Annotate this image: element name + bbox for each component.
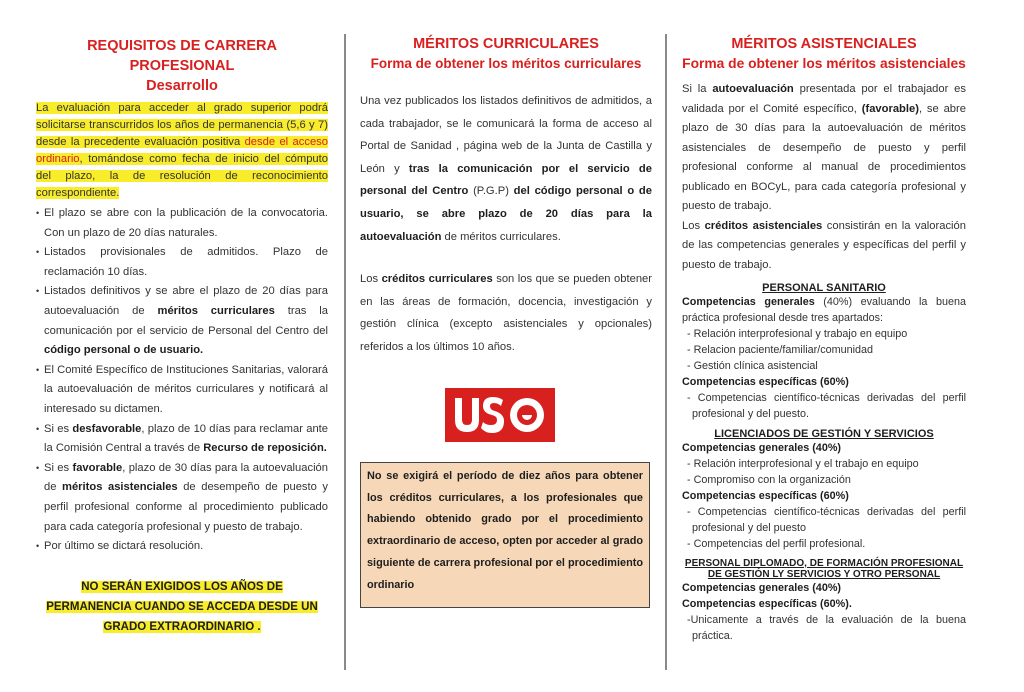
col2-paragraph-1 xyxy=(360,90,652,248)
col2-p1e: de méritos curriculares. xyxy=(441,230,561,243)
col1-b3d: código personal o de usuario. xyxy=(44,344,204,357)
col1-intro-a: La evaluación para acceder al grado superior podrá solicitarse transcurridos los años de permanencia (5,6 y 7) desde la precedente evaluación positiva xyxy=(36,102,328,148)
column-requisitos xyxy=(36,0,328,692)
uso-logo-text xyxy=(555,388,556,389)
col1-b6b: favorable xyxy=(72,461,123,474)
col2-title: MÉRITOS CURRICULARES xyxy=(413,36,599,52)
col1-b6e: de desempeño de puesto y perfil profesional conforme al procedimiento publicado para cada categoría profesional y puesto de trabajo. xyxy=(44,481,328,533)
col1-bullet-1: • El plazo se abre con la publicación de la convocatoria. Con un plazo de 20 días naturales. xyxy=(36,204,328,243)
col3-p2c: consistirán en la valoración de las competencias generales y específicas del perfil y puesto de trabajo. xyxy=(682,219,966,271)
uso-logo-graphic xyxy=(445,388,555,442)
col1-intro-red: desde el acceso ordinario xyxy=(36,136,329,165)
col1-intro-b: , tomándose como fecha de inicio del cómputo del plazo, la de resolución de reconocimiento correspondiente. xyxy=(36,153,328,199)
col1-b5c: , plazo de 10 días para reclamar ante la Comisión Central a través de xyxy=(44,422,329,455)
column-meritos-curriculares xyxy=(360,0,652,692)
col1-bullet-2: • Listados provisionales de admitidos. Plazo de reclamación 10 días. xyxy=(36,243,328,282)
col2-p1b: tras la comunicación por el servicio de personal del Centro xyxy=(360,162,652,198)
col1-bullet-7: • Por último se dictará resolución. xyxy=(36,537,328,557)
col3-p2a: Los xyxy=(682,219,705,232)
col2-p2b: créditos curriculares xyxy=(381,273,493,286)
col2-p1a: Una vez publicados los listados definitivos de admitidos, a cada trabajador, se le comunicará la forma de acceso al Portal de Sanidad , página web de la Junta de Castilla y León y xyxy=(360,95,652,175)
col3-p1d: (favorable) xyxy=(861,102,919,115)
divider-right xyxy=(665,34,667,670)
col2-subtitle: Forma de obtener los méritos curriculares xyxy=(370,56,642,71)
col1-subtitle: Desarrollo xyxy=(146,78,218,94)
col3-s1-gen-label: Competencias generales xyxy=(682,296,815,308)
uso-logo xyxy=(445,388,555,442)
col1-b3b: méritos curriculares xyxy=(157,304,275,317)
column-meritos-asistenciales xyxy=(682,0,966,692)
col2-p2c: son los que se pueden obtener en las áreas de formación, docencia, investigación y gestión clínica (excepto asistenciales y opcionales) referidos a los últimos 10 años. xyxy=(360,273,653,353)
col3-p1c: presentada por el trabajador es validada por el Comité específico, xyxy=(682,83,967,115)
col3-s3-especificas: Competencias específicas (60%). xyxy=(682,598,852,610)
col3-section-diplomado-title-1: PERSONAL DIPLOMADO, DE FORMACIÓN PROFESIONAL xyxy=(684,558,964,569)
col1-b5d: Recurso de reposición. xyxy=(203,442,327,455)
col3-paragraph-1 xyxy=(682,80,966,217)
col1-bullet-4-text: El Comité Específico de Instituciones Sanitarias, valorará la autoevaluación de méritos curriculares y notificará al interesado su dictamen. xyxy=(44,363,328,415)
col3-section-diplomado-title-2: DE GESTIÓN LY SERVICIOS Y OTRO PERSONAL xyxy=(707,569,941,580)
divider-left xyxy=(344,34,346,670)
col3-s2-esp-item-1: - Competencias científico-técnicas derivadas del perfil profesional y del puesto xyxy=(687,506,966,534)
col1-note-line1: NO SERÁN EXIGIDOS LOS AÑOS DE xyxy=(81,580,283,593)
col3-s2-item-1: - Relación interprofesional y el trabajo en equipo xyxy=(687,458,919,470)
col1-note xyxy=(36,577,328,637)
col3-s2-general: Competencias generales (40%) xyxy=(682,442,842,454)
col1-note-line3: GRADO EXTRAORDINARIO . xyxy=(103,620,261,633)
col1-bullet-6: • Si es favorable, plazo de 30 días para la autoevaluación de méritos asistenciales de desempeño de puesto y perfil profesional conforme al procedimiento publicado para cada categoría profesional y puesto de trabajo. xyxy=(36,461,328,533)
col3-s2-item-2: - Compromiso con la organización xyxy=(687,474,851,486)
col1-note-line2: PERMANENCIA CUANDO SE ACCEDA DESDE UN xyxy=(46,600,318,613)
col3-s1-esp-item-1: - Competencias científico-técnicas derivadas del perfil profesional y del puesto. xyxy=(687,392,966,420)
col1-b3c: tras la comunicación por el servicio de Personal del Centro del xyxy=(44,304,328,337)
col3-subtitle: Forma de obtener los méritos asistenciales xyxy=(682,56,966,71)
col3-p1b: autoevaluación xyxy=(712,83,794,95)
col2-note-box: No se exigirá el período de diez años para obtener los créditos curriculares, a los profesionales que habiendo obtenido grado por el procedimiento extraordinario de acceso, opten por acceder al grado siguiente de carrera profesional por el procedimiento ordinario xyxy=(360,462,650,608)
col3-p2b: créditos asistenciales xyxy=(704,219,823,232)
col1-bullet-7-text: Por último se dictará resolución. xyxy=(44,540,204,553)
col1-b6c: , plazo de 30 días para la autoevaluación de xyxy=(44,461,328,494)
col3-s3-esp-item-1: -Unicamente a través de la evaluación de la buena práctica. xyxy=(687,614,966,642)
col1-bullet-2-text: Listados provisionales de admitidos. Plazo de reclamación 10 días. xyxy=(44,246,328,278)
col1-bullet-5: • Si es desfavorable, plazo de 10 días para reclamar ante la Comisión Central a través de Recurso de reposición. xyxy=(36,422,329,455)
col3-s1-general xyxy=(682,294,966,326)
col2-p1c: (P.G.P) xyxy=(468,185,514,198)
col3-s2-especificas: Competencias específicas (60%) xyxy=(682,490,849,502)
col1-b6a: Si es xyxy=(44,461,73,474)
col3-s1-item-3: - Gestión clínica asistencial xyxy=(687,360,818,372)
col2-paragraph-2 xyxy=(360,268,652,358)
col1-bullet-3: • Listados definitivos y se abre el plazo de 20 días para autoevaluación de méritos curriculares tras la comunicación por el servicio de Personal del Centro del código personal o de usuario. xyxy=(36,285,328,357)
col3-s1-especificas: Competencias específicas (60%) xyxy=(682,376,849,388)
col3-paragraph-2 xyxy=(682,217,966,276)
col1-b3a: Listados definitivos y se abre el plazo de 20 días para autoevaluación de xyxy=(44,285,328,317)
col3-s3-general: Competencias generales (40%) xyxy=(682,582,842,594)
col1-bullet-1-text: El plazo se abre con la publicación de la convocatoria. Con un plazo de 20 días naturales. xyxy=(44,207,328,239)
col2-p1d: del código personal o de usuario, se abre plazo de 20 días para la autoevaluación xyxy=(360,185,652,243)
col1-b5b: desfavorable xyxy=(72,422,142,435)
col1-intro xyxy=(36,100,328,202)
col3-p1e: , se abre plazo de 30 días para la autoevaluación de méritos asistenciales de desempeño de puesto y perfil profesional conforme al manual de procedimientos publicado en BOCyL, para cada categoría profesional y puesto de trabajo. xyxy=(682,102,966,212)
col3-s1-gen-text: (40%) evaluando la buena práctica profesional desde tres apartados: xyxy=(682,296,966,324)
col3-section-licenciados-title: LICENCIADOS DE GESTIÓN Y SERVICIOS xyxy=(714,428,934,440)
col1-title: REQUISITOS DE CARRERA PROFESIONAL xyxy=(87,38,277,74)
col3-p1a: Si la xyxy=(682,83,713,95)
col2-p2a: Los xyxy=(360,273,382,286)
col3-s1-item-1: - Relación interprofesional y trabajo en equipo xyxy=(687,328,908,340)
col3-s1-item-2: - Relacion paciente/familiar/comunidad xyxy=(687,344,874,356)
col1-bullet-4: • El Comité Específico de Instituciones Sanitarias, valorará la autoevaluación de méritos curriculares y notificará al interesado su dictamen. xyxy=(36,361,328,420)
col1-b6d: méritos asistenciales xyxy=(62,481,178,494)
col3-section-sanitario-title: PERSONAL SANITARIO xyxy=(762,282,886,294)
col1-b5a: Si es xyxy=(44,422,73,435)
col3-title: MÉRITOS ASISTENCIALES xyxy=(731,36,917,52)
col3-s2-esp-item-2: - Competencias del perfil profesional. xyxy=(687,538,866,550)
